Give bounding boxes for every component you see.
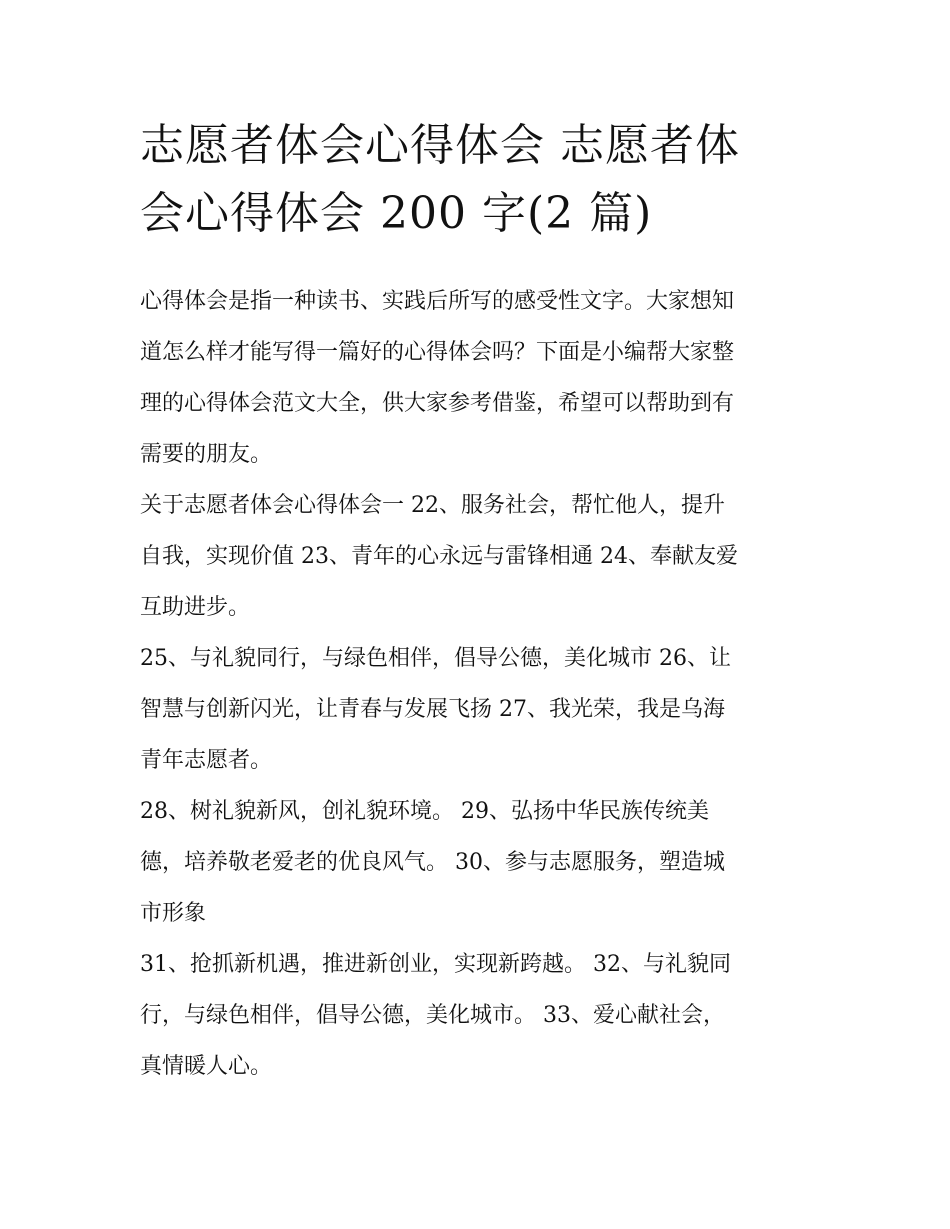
document-title [140,112,820,248]
text-line: 智慧与创新闪光，让青春与发展飞扬 27、我光荣，我是乌海 [140,697,725,722]
text-line: 28、树礼貌新风，创礼貌环境。 29、弘扬中华民族传统美 [140,799,709,824]
paragraph-slogans-31-33 [140,939,820,1092]
text-line: 自我，实现价值 23、青年的心永远与雷锋相通 24、奉献友爱 [140,544,738,569]
text-line: 需要的朋友。 [140,442,273,467]
text-line: 互助进步。 [140,595,251,620]
text-line: 行，与绿色相伴，倡导公德，美化城市。 33、爱心献社会， [140,1003,725,1028]
title-line: 会心得体会 200 字(2 篇) [140,188,653,239]
paragraph-slogans-22-24 [140,480,820,633]
document-body [140,276,820,1092]
text-line: 关于志愿者体会心得体会一 22、服务社会，帮忙他人，提升 [140,493,725,518]
text-line: 德，培养敬老爱老的优良风气。 30、参与志愿服务，塑造城 [140,850,725,875]
text-line: 市形象 [140,901,207,926]
text-line: 心得体会是指一种读书、实践后所写的感受性文字。大家想知 [140,289,735,314]
paragraph-slogans-25-27 [140,633,820,786]
paragraph-slogans-28-30 [140,786,820,939]
text-line: 31、抢抓新机遇，推进新创业，实现新跨越。 32、与礼貌同 [140,952,731,977]
text-line: 道怎么样才能写得一篇好的心得体会吗？下面是小编帮大家整 [140,340,735,365]
text-line: 理的心得体会范文大全，供大家参考借鉴，希望可以帮助到有 [140,391,735,416]
text-line: 青年志愿者。 [140,748,273,773]
text-line: 真情暖人心。 [140,1054,273,1079]
title-line: 志愿者体会心得体会 志愿者体 [140,120,740,171]
paragraph-intro [140,276,820,480]
text-line: 25、与礼貌同行，与绿色相伴，倡导公德，美化城市 26、让 [140,646,731,671]
